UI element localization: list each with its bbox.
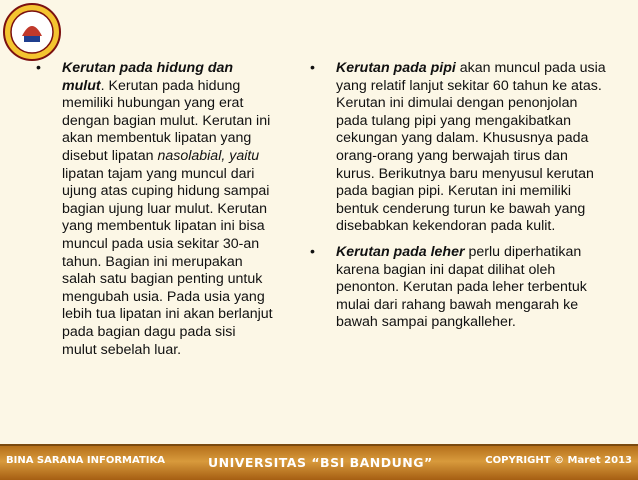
right-column [310,60,610,340]
bullet-dot: • [310,243,315,260]
footer-institution: BINA SARANA INFORMATIKA [6,455,165,466]
footer-bar [0,444,638,480]
left-column [36,60,274,367]
bullet-dot: • [310,60,315,76]
bullet-text: akan muncul pada usia yang relatif lanjut sekitar 60 tahun ke atas. Kerutan ini dimulai dengan penonjolan pada tulang pipi yang mengakibatkan cekungan yang dalam. Khususnya pada orang-orang yang berwajah tirus dan kurus. Berikutnya baru menyusul kerutan pada bagian pipi. Kerutan ini memiliki bentuk cenderung turun ke bawah yang disebabkan kekendoran pada kulit. [336,60,606,235]
bullet-kerutan-hidung-mulut [36,60,274,359]
bullet-kerutan-leher [310,244,610,332]
bullet-title: Kerutan pada pipi [336,60,456,76]
bullet-italic-term: nasolabial, yaitu [157,147,260,164]
footer-university: UNIVERSITAS “BSI BANDUNG” [208,455,433,470]
bullet-text: . Kerutan pada hidung memiliki hubungan yang erat dengan bagian mulut. Kerutan ini akan membentuk lipatan yang disebut lipatan [62,77,271,164]
bullet-kerutan-pipi [310,60,610,236]
bullet-text: lipatan tajam yang muncul dari ujung atas cuping hidung sampai bagian ujung luar mulut. Kerutan yang membentuk lipatan ini bisa muncul pada usia sekitar 30-an tahun. Bagian ini merupakan salah satu bagian penting untuk mengubah usia. Pada usia yang lebih tua lipatan ini akan berlanjut pada bagian dagu pada sisi mulut sebelah luar. [62,165,273,358]
bullet-title: Kerutan pada hidung dan mulut [62,60,234,94]
bullet-title: Kerutan pada leher [336,243,465,260]
bullet-text: perlu diperhatikan karena bagian ini dapat dilihat oleh penonton. Kerutan pada leher terbentuk mulai dari rahang bawah mengarah ke bawah sampai pangkalleher. [336,243,587,331]
bullet-dot: • [36,60,41,76]
footer-copyright: COPYRIGHT © Maret 2013 [485,455,632,466]
university-seal-icon [2,2,62,62]
